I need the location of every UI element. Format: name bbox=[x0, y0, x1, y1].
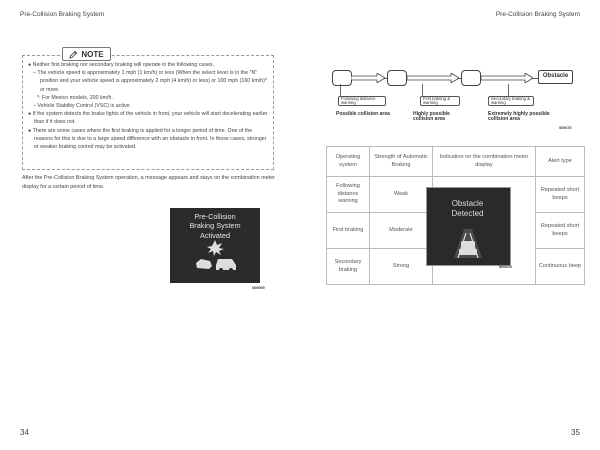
leader-line bbox=[422, 84, 423, 96]
table-cell: Secondary braking bbox=[327, 249, 370, 285]
display-line: Activated bbox=[199, 230, 230, 240]
arrow-right-icon bbox=[351, 73, 385, 83]
table-cell: First braking bbox=[327, 213, 370, 249]
table-cell: Continuous beep bbox=[536, 249, 585, 285]
collision-car-icon bbox=[192, 240, 238, 272]
own-vehicle-icon bbox=[387, 70, 407, 86]
note-bullet: ● If the system detects the brake lights of the vehicle in front, your vehicle will start decelerating earlier than if it does not. bbox=[28, 111, 268, 126]
note-sub-item: *: For Mexico models, 200 km/h. bbox=[37, 94, 113, 101]
table-header: Operating system bbox=[327, 147, 370, 177]
stage-area-highly: Highly possible collision area bbox=[413, 111, 450, 123]
stage-box-secondary: Secondary braking & warning bbox=[488, 96, 534, 106]
figure-code: N00009 bbox=[252, 286, 265, 290]
arrow-right-icon bbox=[481, 73, 533, 83]
table-header: Indication on the combination meter display bbox=[433, 147, 536, 177]
table-cell: Moderate bbox=[370, 213, 433, 249]
arrow-right-icon bbox=[407, 73, 459, 83]
figure-code: S00675 bbox=[559, 126, 572, 130]
note-bullet: ● Neither first braking nor secondary braking will operate in the following cases. bbox=[28, 62, 215, 68]
own-vehicle-icon bbox=[461, 70, 481, 86]
stage-area-extremely: Extremely highly possible collision area bbox=[488, 111, 550, 123]
table-cell: Strong bbox=[370, 249, 433, 285]
display-line: Braking System bbox=[189, 221, 241, 231]
right-page-header: Pre-Collision Braking System bbox=[495, 11, 580, 18]
own-vehicle-icon bbox=[332, 70, 352, 86]
activated-display-text bbox=[170, 212, 260, 240]
note-pencil-icon bbox=[69, 50, 78, 59]
table-cell: Weak bbox=[370, 177, 433, 213]
stage-box-first: First braking & warning bbox=[420, 96, 460, 106]
note-body bbox=[28, 61, 268, 151]
page-number-right: 35 bbox=[571, 428, 580, 437]
table-header-row bbox=[327, 147, 585, 177]
note-bullet: ● There are some cases where the first braking is applied for a longer period of time. One of the reasons for this is due to a large speed difference with an obstacle in front. In those cases, stronger or weaker braking control may be activated. bbox=[28, 127, 267, 151]
note-title bbox=[62, 47, 111, 61]
meter-line: Obstacle bbox=[451, 199, 484, 208]
meter-line: Detected bbox=[451, 209, 484, 219]
body-paragraph: After the Pre-Collision Braking System operation, a message appears and stays on the combination meter display for a certain period of time. bbox=[22, 175, 275, 190]
meter-display-text bbox=[426, 199, 509, 220]
table-header: Strength of Automatic Braking bbox=[370, 147, 433, 177]
figure-code: M00010 bbox=[499, 265, 512, 269]
table-header: Alert type bbox=[536, 147, 585, 177]
page-number-left: 34 bbox=[20, 428, 29, 437]
leader-line bbox=[508, 84, 509, 96]
note-sub-item: – The vehicle speed is approximately 1 mph (1 km/h) or less (When the select lever is in the "N" position and your vehicle speed is approximately 2 mph (4 km/h) or less) or 100 mph (160 km/h)* or more. bbox=[33, 70, 267, 93]
note-sub-item: – Vehicle Stability Control (VSC) is active. bbox=[33, 103, 132, 110]
note-title-text: NOTE bbox=[81, 49, 104, 59]
table-cell: Repeated short beeps bbox=[536, 177, 585, 213]
vehicle-ahead-icon bbox=[450, 227, 486, 258]
stage-box-following: Following distance warning bbox=[338, 96, 386, 106]
stage-area-possible: Possible collision area bbox=[336, 111, 390, 117]
leader-line bbox=[340, 84, 341, 96]
obstacle-label: Obstacle bbox=[538, 70, 573, 84]
table-cell: Following distance warning bbox=[327, 177, 370, 213]
table-cell: Repeated short beeps bbox=[536, 213, 585, 249]
left-page-header: Pre-Collision Braking System bbox=[20, 11, 105, 18]
display-line: Pre-Collision bbox=[194, 212, 236, 221]
